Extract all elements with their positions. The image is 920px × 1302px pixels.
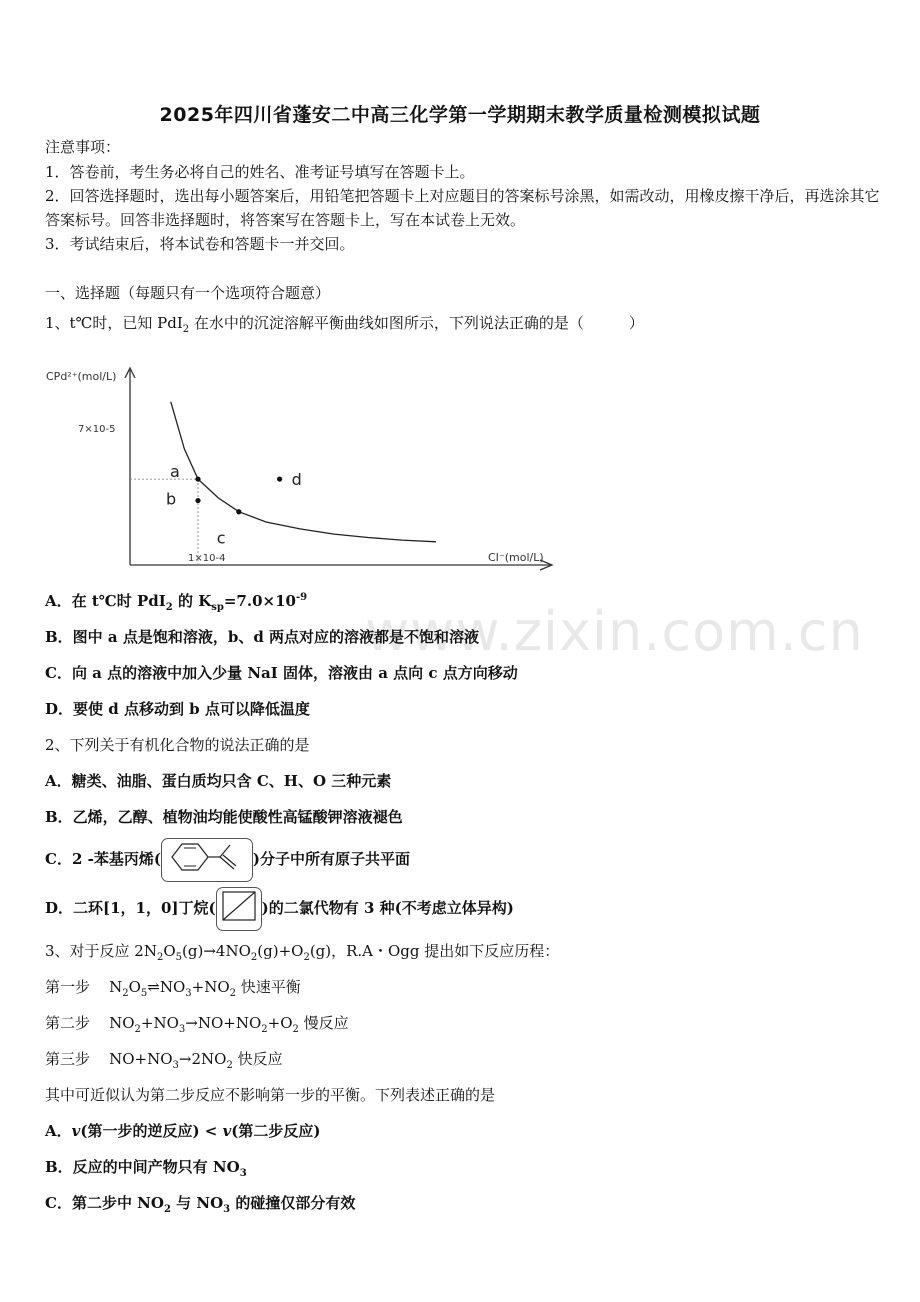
y-axis-label: CPd²⁺(mol/L)	[46, 370, 117, 383]
point-label-c: c	[216, 528, 226, 548]
q1-option-b: B．图中 a 点是饱和溶液，b、d 两点对应的溶液都是不饱和溶液	[45, 628, 480, 646]
q3-option-a: A．v(第一步的逆反应) < v(第二步反应)	[45, 1122, 321, 1140]
point-d	[277, 476, 282, 481]
y-tick-label: 7×10-5	[78, 424, 116, 435]
equilibrium-curve	[171, 402, 436, 542]
phenylpropene-structure	[161, 838, 253, 882]
section-heading: 一、选择题（每题只有一个选项符合题意）	[45, 284, 331, 302]
point-label-b: b	[166, 489, 177, 509]
point-label-a: a	[170, 462, 180, 482]
notice-item-2: 2．回答选择题时，选出每小题答案后，用铅笔把答题卡上对应题目的答案标号涂黑，如需改动，用橡皮擦干净后，再选涂其它答案标号。回答非选择题时，将答案写在答题卡上，写在本试卷上无效。	[45, 187, 880, 229]
watermark: www.zixin.com.cn	[365, 600, 864, 663]
q1-stem: 1、t℃时，已知 PdI$_2$ 在水中的沉淀溶解平衡曲线如图所示，下列说法正确的是（ ）	[45, 314, 644, 335]
page-title: 2025年四川省蓬安二中高三化学第一学期期末教学质量检测模拟试题	[159, 104, 761, 126]
q2-option-a: A．糖类、油脂、蛋白质均只含 C、H、O 三种元素	[45, 772, 392, 790]
x-tick-label: 1×10-4	[188, 553, 226, 564]
solubility-chart	[40, 358, 565, 578]
bicyclobutane-structure	[216, 887, 262, 931]
notice-heading: 注意事项：	[45, 138, 121, 156]
q3-option-c: C．第二步中 $NO_2$ 与 $NO_3$ 的碰撞仅部分有效	[45, 1194, 356, 1215]
notice-item-1: 1．答卷前，考生务必将自己的姓名、准考证号填写在答题卡上。	[45, 163, 475, 181]
point-a	[195, 476, 200, 481]
q3-step-3: 第三步 $NO+NO_3\to 2NO_2$ 快反应	[45, 1050, 283, 1071]
q2-option-c: C．2 -苯基丙烯( )分子中所有原子共平面	[45, 838, 410, 882]
point-c	[236, 509, 241, 514]
point-label-d: d	[291, 470, 302, 490]
point-b	[195, 498, 200, 503]
q2-stem: 2、下列关于有机化合物的说法正确的是	[45, 736, 310, 754]
q3-stem: 3、对于反应 $2N_2O_5(g)\to 4NO_2(g)+O_2(g)$，R.A・Ogg 提出如下反应历程：	[45, 942, 560, 963]
notice-item-3: 3．考试结束后，将本试卷和答题卡一并交回。	[45, 235, 355, 253]
q3-step-2: 第二步 $NO_2+NO_3\to NO+NO_2+O_2$ 慢反应	[45, 1014, 349, 1035]
q1-option-c: C．向 a 点的溶液中加入少量 NaI 固体，溶液由 a 点向 c 点方向移动	[45, 664, 518, 682]
q2-option-d: D．二环[1，1，0]丁烷( )的二氯代物有 3 种(不考虑立体异构)	[45, 887, 514, 931]
x-axis-label: CI⁻(mol/L)	[488, 551, 544, 564]
q3-option-b: B．反应的中间产物只有 $NO_3$	[45, 1158, 247, 1179]
q2-option-b: B．乙烯，乙醇、植物油均能使酸性高锰酸钾溶液褪色	[45, 808, 403, 826]
q1-option-a: A．在 t℃时 PdI$_2$ 的 $K_{sp}=7.0\times 10^{-9}$	[45, 592, 308, 613]
q3-note: 其中可近似认为第二步反应不影响第一步的平衡。下列表述正确的是	[45, 1086, 496, 1104]
q1-option-d: D．要使 d 点移动到 b 点可以降低温度	[45, 700, 310, 718]
q3-step-1: 第一步 $N_2O_5\rightleftharpoons NO_3+NO_2$ 快速平衡	[45, 978, 301, 999]
